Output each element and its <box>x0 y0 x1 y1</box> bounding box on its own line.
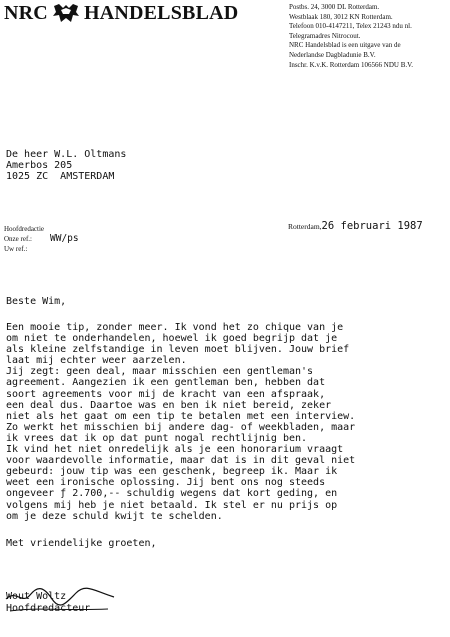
body-line: voor waardevolle informatie, maar dat is in dit geval niet <box>6 455 356 467</box>
our-ref-value: WW/ps <box>50 233 79 244</box>
date-place: Rotterdam, <box>288 222 322 231</box>
body-line: volgens mij heb je niet betaald. Ik stel er nu prijs op <box>6 499 338 511</box>
your-ref-label: Uw ref.: <box>4 245 28 253</box>
recipient-line: Amerbos 205 <box>6 160 73 172</box>
signer-name: Wout Woltz <box>6 591 67 602</box>
reference-block <box>4 224 79 254</box>
body-line: laat mij echter weer aarzelen. <box>6 355 187 367</box>
our-ref-row <box>4 234 79 244</box>
address-line: Nederlandse Dagbladunie B.V. <box>289 50 376 59</box>
letter-date <box>288 220 423 232</box>
body-line: soort agreements voor mij de kracht van een afspraak, <box>6 388 326 400</box>
body-line: om niet te onderhandelen, hoewel ik goed begrijp dat je <box>6 333 338 345</box>
recipient-line: 1025 ZC AMSTERDAM <box>6 171 115 183</box>
address-line: Telefoon 010-4147211, Telex 21243 ndu nl. <box>289 22 412 31</box>
body-line: weet een ironische oplossing. Jij bent ons nog steeds <box>6 477 326 489</box>
recipient-address <box>6 149 126 182</box>
address-line: Postbs. 24, 3000 DL Rotterdam. <box>289 3 380 11</box>
salutation: Beste Wim, <box>6 296 67 307</box>
body-line: gebeurd: jouw tip was een geschenk, begreep ik. Maar ik <box>6 466 338 478</box>
department-label: Hoofdredactie <box>4 225 45 233</box>
body-line: een deal dus. Daartoe was en ben ik niet bereid, zeker <box>6 399 332 411</box>
brand-name-right: HANDELSBLAD <box>83 1 239 24</box>
body-line: als kleine zelfstandige in leven moet blijven. Jouw brief <box>6 344 350 356</box>
crest-icon <box>51 2 81 24</box>
body-line: agreement. Aangezien ik een gentleman ben, hebben dat <box>6 377 326 389</box>
body-line: Een mooie tip, zonder meer. Ik vond het zo chique van je <box>6 322 344 333</box>
our-ref-label: Onze ref.: <box>4 235 32 243</box>
date-value: 26 februari 1987 <box>321 220 423 232</box>
body-line: ongeveer ƒ 2.700,-- schuldig wegens dat kort geding, en <box>6 488 338 500</box>
letter-body <box>6 322 446 522</box>
signer-title: Hoofdredacteur <box>6 603 91 614</box>
address-line: Westblaak 180, 3012 KN Rotterdam. <box>289 12 393 21</box>
closing: Met vriendelijke groeten, <box>6 538 157 549</box>
signature-block <box>4 581 124 637</box>
body-line: Ik vind het niet onredelijk als je een honorarium vraagt <box>6 444 344 456</box>
body-line: Jij zegt: geen deal, maar misschien een gentleman's <box>6 366 314 378</box>
body-line: niet als het gaat om een tip te betalen met een interview. <box>6 410 356 422</box>
address-line: Telegramadres Nitrocout. <box>289 31 361 40</box>
body-line: om je deze schuld kwijt te schelden. <box>6 510 223 522</box>
address-line: NRC Handelsblad is een uitgave van de <box>289 41 401 50</box>
brand-name-left: NRC <box>4 1 48 24</box>
your-ref-row <box>4 244 79 254</box>
letterhead-logo <box>4 2 272 24</box>
address-line: Inschr. K.v.K. Rotterdam 106566 NDU B.V. <box>289 60 414 69</box>
recipient-line: De heer W.L. Oltmans <box>6 149 127 160</box>
body-line: Zo werkt het misschien bij andere dag- of weekbladen, maar <box>6 421 356 433</box>
letterhead-address <box>289 3 447 70</box>
body-line: ik vrees dat ik op dat punt nogal rechtlijnig ben. <box>6 432 308 444</box>
